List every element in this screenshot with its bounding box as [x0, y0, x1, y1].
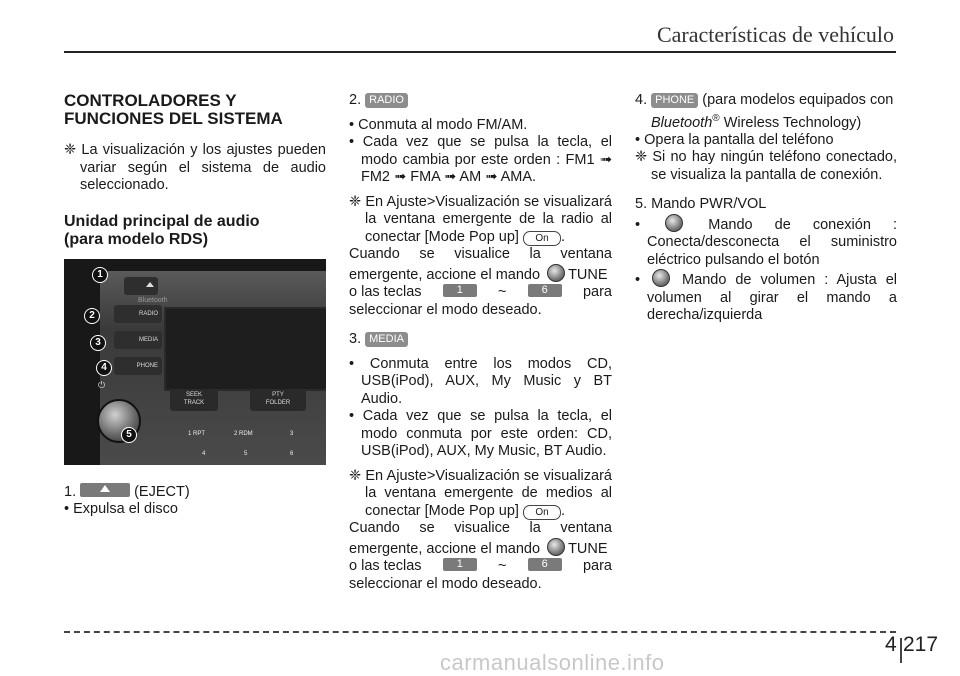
photo-marker-2: 2 [84, 308, 100, 324]
phone-note: ❈ Si no hay ningún teléfono conectado, se visualiza la pantalla de conexión. [635, 149, 897, 183]
radio-bullet-1: • Conmuta al modo FM/AM. [349, 116, 528, 133]
eject-item: 1. (EJECT) [64, 483, 190, 500]
eject-icon [80, 483, 130, 497]
page-divider [900, 638, 902, 663]
on-pill-2: On [523, 505, 561, 520]
photo-marker-4: 4 [96, 360, 112, 376]
radio-item: 2. RADIO [349, 92, 612, 110]
photo-key-5: 5 [244, 450, 248, 457]
photo-media-button: MEDIA [114, 331, 162, 349]
radio-keys-para: o las teclas 1 ~ 6 para [349, 284, 612, 300]
header-rule [64, 51, 896, 53]
media-tune-para: Cuando se visualice la ventana emergente, accione el mando TUNE [349, 520, 612, 557]
photo-marker-5: 5 [121, 427, 137, 443]
photo-key-6: 6 [290, 450, 294, 457]
volume-knob-icon [652, 269, 670, 287]
pwr-bullet-2: • Mando de volumen : Ajusta el volumen al girar el mando a derecha/izquierda [635, 269, 897, 325]
photo-pty-button: PTY FOLDER [250, 389, 306, 411]
media-keys-para: o las teclas 1 ~ 6 para [349, 558, 612, 574]
photo-key-3: 3 [290, 430, 294, 437]
media-bullet-1: • Conmuta entre los modos CD, USB(iPod), AUX, My Music y BT Audio. [349, 355, 612, 407]
radio-badge: RADIO [365, 93, 408, 108]
radio-note: ❈ En Ajuste>Visualización se visualizará la ventana emergente de la radio al conectar [Mode Pop up] On . [349, 193, 612, 245]
section-title: CONTROLADORES Y FUNCIONES DEL SISTEMA [64, 91, 283, 128]
photo-seek-button: SEEK TRACK [170, 389, 218, 411]
radio-tune-para: Cuando se visualice la ventana emergente, accione el mando TUNE [349, 246, 612, 283]
key-1-badge-2: 1 [443, 558, 477, 571]
photo-key-4: 4 [202, 450, 206, 457]
photo-eject-button [124, 277, 158, 295]
column-3 [635, 92, 897, 325]
photo-radio-button: RADIO [114, 305, 162, 323]
chapter-number: 4 [885, 633, 897, 656]
photo-key-1: 1 RPT [188, 430, 206, 437]
header-title: Características de vehículo [656, 22, 894, 47]
tune-knob-icon-2 [547, 538, 565, 556]
phone-item: 4. PHONE (para modelos equipados con [635, 92, 894, 108]
radio-select-para: seleccionar el modo deseado. [349, 301, 542, 318]
media-note: ❈ En Ajuste>Visualización se visualizará la ventana emergente de medios al conectar [Mode Pop up] On . [349, 467, 612, 519]
photo-phone-button: PHONE [114, 357, 162, 375]
on-pill: On [523, 231, 561, 246]
photo-marker-3: 3 [90, 335, 106, 351]
page-number: 217 [903, 633, 939, 656]
media-select-para: seleccionar el modo deseado. [349, 575, 542, 592]
audio-unit-photo [64, 259, 326, 465]
phone-badge: PHONE [651, 93, 698, 108]
photo-power-icon: ⏻ [98, 379, 106, 390]
phone-bullet: • Opera la pantalla del teléfono [635, 131, 834, 148]
watermark: carmanualsonline.info [440, 650, 665, 675]
column-1 [64, 92, 326, 519]
key-1-badge: 1 [443, 284, 477, 297]
tune-knob-icon [547, 264, 565, 282]
media-bullet-2: • Cada vez que se pulsa la tecla, el modo conmuta por este orden: CD, USB(iPod), AUX, My Music, BT Audio. [349, 408, 612, 459]
display-note: ❈ La visualización y los ajustes pueden variar según el sistema de audio seleccionado. [64, 142, 326, 193]
photo-brand: Bluetooth [138, 296, 168, 304]
key-6-badge-2: 6 [528, 558, 562, 571]
column-2 [349, 92, 612, 593]
media-badge: MEDIA [365, 332, 408, 347]
phone-bt-line: Bluetooth® Wireless Technology) [651, 112, 862, 131]
key-6-badge: 6 [528, 284, 562, 297]
radio-bullet-2: • Cada vez que se pulsa la tecla, el modo cambia por este orden : FM1 ➟ FM2 ➟ FMA ➟ AM ➟ AMA. [349, 134, 612, 185]
footer-rule [64, 631, 896, 633]
photo-key-2: 2 RDM [234, 430, 253, 437]
photo-marker-1: 1 [92, 267, 108, 283]
media-item: 3. MEDIA [349, 331, 612, 349]
eject-bullet: • Expulsa el disco [64, 501, 178, 517]
power-knob-icon [665, 214, 683, 232]
pwr-vol-title: 5. Mando PWR/VOL [635, 196, 767, 213]
subsection-title: Unidad principal de audio (para modelo RDS) [64, 212, 260, 248]
pwr-bullet-1: • Mando de conexión : Conecta/desconecta el suministro eléctrico pulsando el botón [635, 214, 897, 270]
